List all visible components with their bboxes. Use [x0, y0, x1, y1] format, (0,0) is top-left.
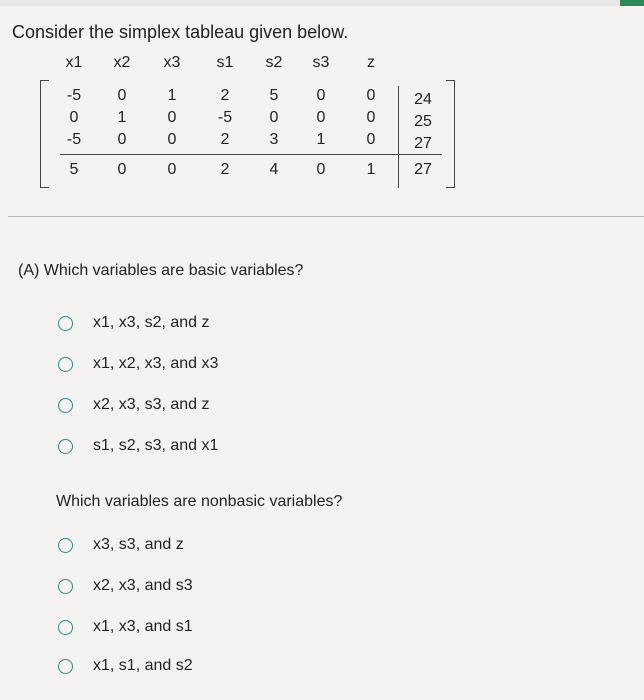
question-a-text: (A) Which variables are basic variables?	[18, 262, 304, 279]
rhs-separator	[398, 86, 399, 188]
tableau-cell: 0	[167, 161, 177, 178]
simplex-tableau	[38, 54, 468, 189]
tableau-cell: -5	[66, 131, 82, 148]
column-header: s1	[216, 54, 234, 71]
tableau-cell: 0	[316, 109, 326, 126]
tableau-cell: 4	[269, 161, 279, 178]
option-label: s1, s2, s3, and x1	[93, 437, 219, 454]
tableau-cell: -5	[66, 87, 82, 104]
column-header: x2	[113, 54, 131, 71]
top-bar	[0, 0, 644, 6]
tableau-cell: 0	[366, 131, 376, 148]
option-label: x1, s1, and s2	[93, 657, 193, 674]
rhs-cell: 24	[414, 91, 432, 108]
tableau-cell: 0	[366, 109, 376, 126]
tableau-cell: 0	[167, 109, 177, 126]
tableau-cell: 2	[220, 131, 230, 148]
section-divider	[8, 216, 644, 217]
radio-button[interactable]	[58, 316, 73, 331]
right-bracket	[446, 80, 455, 188]
question-b-option[interactable]	[58, 575, 193, 597]
tableau-cell: 5	[269, 87, 279, 104]
objective-separator	[60, 154, 442, 155]
tableau-cell: 2	[220, 87, 230, 104]
tableau-cell: 1	[167, 87, 177, 104]
tableau-cell: 0	[167, 131, 177, 148]
option-label: x2, x3, s3, and z	[93, 396, 210, 413]
tableau-cell: 1	[366, 161, 376, 178]
radio-button[interactable]	[58, 579, 73, 594]
tableau-cell: 0	[69, 109, 79, 126]
tableau-cell: 2	[220, 161, 230, 178]
radio-button[interactable]	[58, 659, 73, 674]
column-header: s3	[312, 54, 330, 71]
question-a-option[interactable]	[58, 394, 210, 416]
column-header: z	[367, 54, 375, 71]
radio-button[interactable]	[58, 538, 73, 553]
tableau-cell: 0	[366, 87, 376, 104]
tableau-cell: 1	[316, 131, 326, 148]
tableau-cell: 0	[117, 161, 127, 178]
radio-button[interactable]	[58, 620, 73, 635]
tableau-cell: 1	[117, 109, 127, 126]
radio-button[interactable]	[58, 439, 73, 454]
column-header: x3	[163, 54, 181, 71]
rhs-cell: 25	[414, 113, 432, 130]
left-bracket	[40, 80, 49, 188]
top-accent	[620, 0, 644, 6]
question-a-option[interactable]	[58, 353, 218, 375]
option-label: x1, x3, and s1	[93, 618, 193, 635]
radio-button[interactable]	[58, 398, 73, 413]
option-label: x2, x3, and s3	[93, 577, 193, 594]
tableau-cell: 5	[69, 161, 79, 178]
question-b-text: Which variables are nonbasic variables?	[56, 493, 343, 510]
tableau-cell: 0	[117, 87, 127, 104]
problem-heading: Consider the simplex tableau given below.	[12, 22, 349, 42]
question-b-option[interactable]	[58, 655, 193, 677]
tableau-cell: 0	[316, 87, 326, 104]
option-label: x3, s3, and z	[93, 536, 184, 553]
question-a-option[interactable]	[58, 435, 218, 457]
tableau-cell: -5	[217, 109, 233, 126]
option-label: x1, x3, s2, and z	[93, 314, 210, 331]
rhs-cell: 27	[414, 135, 432, 152]
question-b-option[interactable]	[58, 534, 184, 556]
tableau-cell: 0	[316, 161, 326, 178]
question-a-option[interactable]	[58, 312, 210, 334]
radio-button[interactable]	[58, 357, 73, 372]
question-b-option[interactable]	[58, 616, 193, 638]
option-label: x1, x2, x3, and x3	[93, 355, 219, 372]
tableau-cell: 0	[269, 109, 279, 126]
tableau-cell: 0	[117, 131, 127, 148]
rhs-cell: 27	[414, 161, 432, 178]
column-header: s2	[265, 54, 283, 71]
tableau-cell: 3	[269, 131, 279, 148]
column-header: x1	[65, 54, 83, 71]
